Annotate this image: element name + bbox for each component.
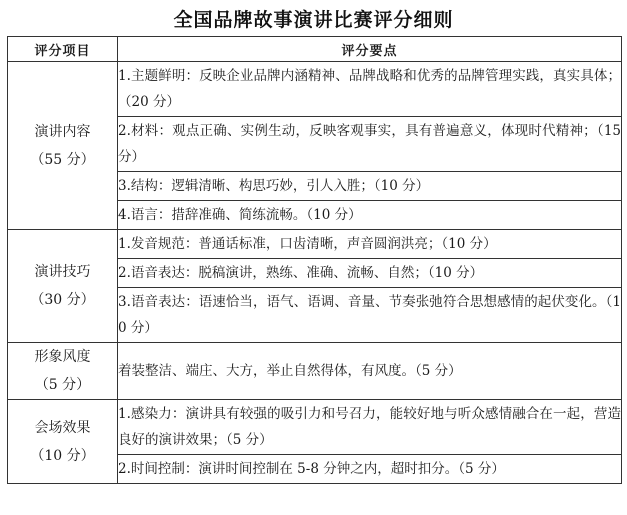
table-header-row xyxy=(8,37,622,62)
criterion-text: 4.语言：措辞准确、简练流畅。（10 分） xyxy=(118,201,622,230)
category-cell-skills xyxy=(8,230,118,343)
category-cell-effect xyxy=(8,400,118,484)
table-row xyxy=(8,230,622,259)
category-name: 演讲内容 xyxy=(34,123,91,140)
criterion-text: 1.主题鲜明：反映企业品牌内涵精神、品牌战略和优秀的品牌管理实践，真实具体；（20 分） xyxy=(118,62,622,117)
criterion-text: 2.时间控制：演讲时间控制在 5-8 分钟之内，超时扣分。（5 分） xyxy=(118,455,622,484)
table-row xyxy=(8,400,622,455)
category-score: （30 分） xyxy=(30,292,95,308)
scoring-table xyxy=(7,36,622,484)
document-title: 全国品牌故事演讲比赛评分细则 xyxy=(173,9,454,31)
criterion-text: 着装整洁、端庄、大方，举止自然得体，有风度。（5 分） xyxy=(118,343,622,400)
category-score: （55 分） xyxy=(30,151,95,168)
criterion-text: 2.语音表达：脱稿演讲，熟练、准确、流畅、自然；（10 分） xyxy=(118,259,622,288)
category-name: 形象风度 xyxy=(34,349,91,365)
category-score: （10 分） xyxy=(30,447,95,464)
criterion-text: 1.发音规范：普通话标准，口齿清晰，声音圆润洪亮；（10 分） xyxy=(118,230,622,259)
category-name: 会场效果 xyxy=(34,419,91,436)
category-name: 演讲技巧 xyxy=(34,264,91,280)
criterion-text: 1.感染力：演讲具有较强的吸引力和号召力，能较好地与听众感情融合在一起，营造良好的演讲效果；（5 分） xyxy=(118,400,622,455)
header-scoring-points: 评分要点 xyxy=(118,37,622,62)
category-cell-content xyxy=(8,62,118,230)
table-row xyxy=(8,343,622,400)
category-score: （5 分） xyxy=(34,377,91,393)
category-cell-demeanor xyxy=(8,343,118,400)
criterion-text: 3.语音表达：语速恰当，语气、语调、音量、节奏张弛符合思想感情的起伏变化。（10 分） xyxy=(118,288,622,343)
criterion-text: 3.结构：逻辑清晰、构思巧妙，引人入胜；（10 分） xyxy=(118,172,622,201)
criterion-text: 2.材料：观点正确、实例生动，反映客观事实，具有普遍意义，体现时代精神；（15 分） xyxy=(118,117,622,172)
table-row xyxy=(8,62,622,117)
header-scoring-item: 评分项目 xyxy=(8,37,118,62)
